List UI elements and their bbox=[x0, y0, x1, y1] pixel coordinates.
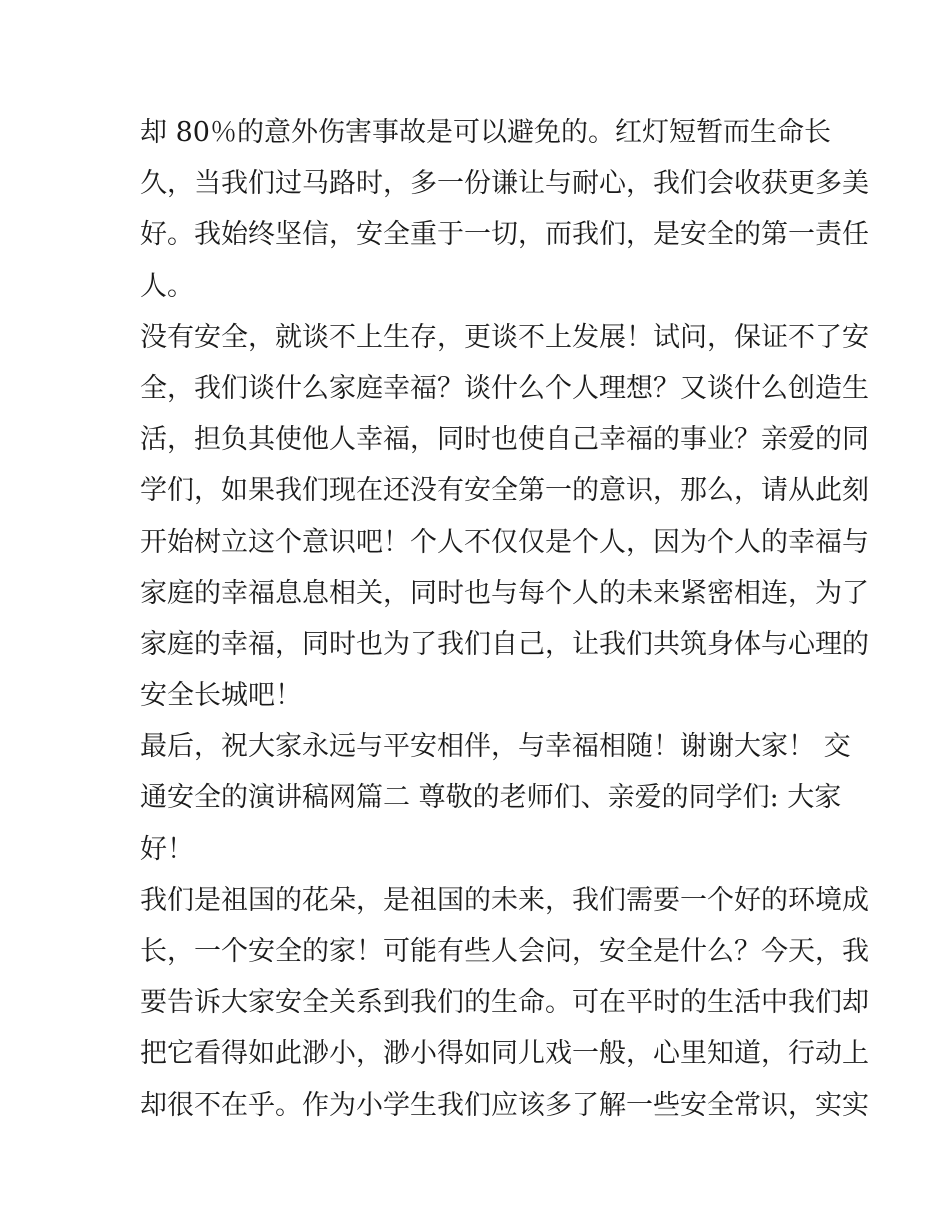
text-line: 开始树立这个意识吧！个人不仅仅是个人，因为个人的幸福与 bbox=[140, 526, 869, 558]
text-line: 家庭的幸福息息相关，同时也与每个人的未来紧密相连，为了 bbox=[140, 577, 869, 609]
text-line: 人。 bbox=[140, 270, 194, 302]
text-line: 最后，祝大家永远与平安相伴，与幸福相随！谢谢大家！ 交 bbox=[140, 731, 851, 763]
text-line: 没有安全，就谈不上生存，更谈不上发展！试问，保证不了安 bbox=[140, 321, 869, 353]
text-line: 好。我始终坚信，安全重于一切，而我们，是安全的第一责任 bbox=[140, 219, 869, 251]
text-line: 学们，如果我们现在还没有安全第一的意识，那么，请从此刻 bbox=[140, 475, 869, 507]
text-line: 活，担负其使他人幸福，同时也使自己幸福的事业？亲爱的同 bbox=[140, 424, 869, 456]
text-line: 家庭的幸福，同时也为了我们自己，让我们共筑身体与心理的 bbox=[140, 628, 869, 660]
text-line: 久，当我们过马路时，多一份谦让与耐心，我们会收获更多美 bbox=[140, 168, 869, 200]
document-body bbox=[140, 107, 869, 1131]
text-line: 把它看得如此渺小，渺小得如同儿戏一般，心里知道，行动上 bbox=[140, 1038, 869, 1070]
text-line: 长，一个安全的家！可能有些人会问，安全是什么？今天，我 bbox=[140, 936, 869, 967]
text-line: 我们是祖国的花朵，是祖国的未来，我们需要一个好的环境成 bbox=[140, 884, 869, 916]
text-line: 通安全的演讲稿网篇二 尊敬的老师们、亲爱的同学们: 大家 bbox=[140, 782, 842, 814]
text-line: 要告诉大家安全关系到我们的生命。可在平时的生活中我们却 bbox=[140, 987, 869, 1019]
text-line: 好！ bbox=[140, 833, 194, 865]
text-line: 却很不在乎。作为小学生我们应该多了解一些安全常识，实实 bbox=[140, 1089, 869, 1121]
text-line: 却 80％的意外伤害事故是可以避免的。红灯短暂而生命长 bbox=[140, 117, 831, 148]
text-line: 全，我们谈什么家庭幸福？谈什么个人理想？又谈什么创造生 bbox=[140, 372, 869, 404]
text-line: 安全长城吧！ bbox=[140, 680, 302, 712]
